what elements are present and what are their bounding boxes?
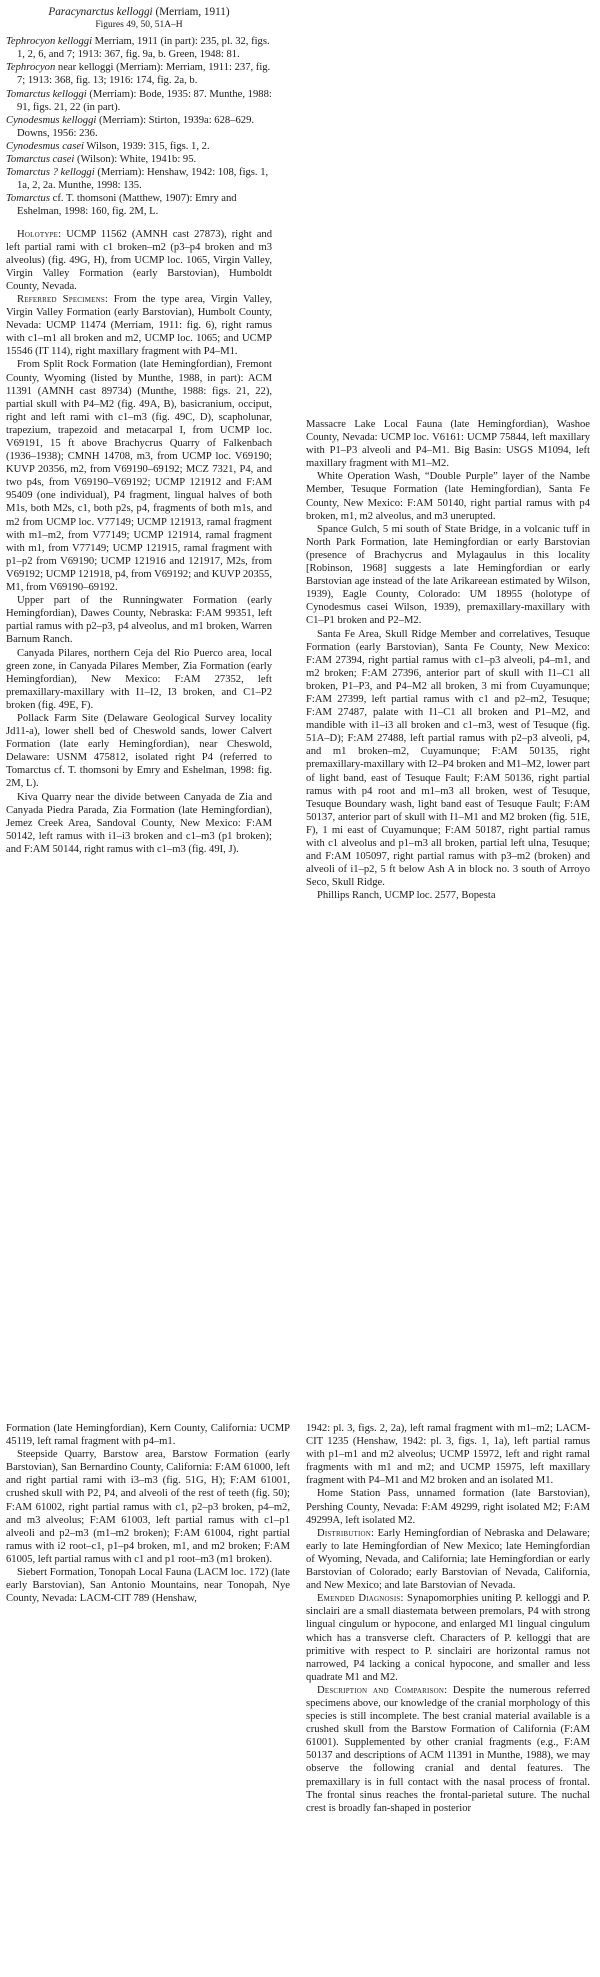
citation: Merriam, 1911 (in part): 235, pl. 32, figs. 1, 2, 6, and 7; 1913: 367, fig. 9a, b. Green, 1948: 81. [17, 36, 270, 61]
citation: Wilson, 1939: 315, figs. 1, 2. [83, 140, 210, 152]
citation: (Wilson): White, 1941b: 95. [74, 154, 197, 166]
locality-paragraph-6: Formation (late Hemingfordian), Kern County, California: UCMP 45119, left ramal fragment with p4–m1. [6, 1423, 290, 1448]
description-paragraph [306, 1684, 590, 1815]
taxon-name: Cynodesmus kelloggi [6, 114, 97, 126]
citation: cf. T. thomsoni (Matthew, 1907): Emry and Eshelman, 1998: 160, fig. 2M, L. [17, 193, 237, 218]
species-heading [6, 6, 272, 32]
locality-paragraph-1: Massacre Lake Local Fauna (late Hemingfordian), Washoe County, Nevada: UCMP loc. V6161: UCMP 75844, left maxillary with P1–P3 alveoli and P4–M1. Big Basin: USGS M1094, left maxillary fragment with M1–M2. [306, 419, 590, 470]
taxon-name: Tomarctus kelloggi [6, 88, 87, 100]
taxon-name: Tephrocyon kelloggi [6, 36, 93, 48]
referred-paragraph-5: Pollack Farm Site (Delaware Geological Survey locality Jd11-a), lower shell bed of Cheswold sands, lower Calvert Formation (late early Hemingfordian), near Cheswold, Delaware: USNM 475812, isolated right P4 (referred to Tomarctus cf. T. thomsoni by Emry and Eshelman, 1998: fig. 2M, L). [6, 712, 272, 790]
locality-paragraph-3: Spance Gulch, 5 mi south of State Bridge, in a volcanic tuff in North Park Formation, late Hemingfordian or early Barstovian (presence of Brachycrus and Mylagaulus in this locality [Robinson, 1968] suggests a late Hemingfordian or early Barstovian age instead of the late Arikareean estimated by Wilson, 1939), Eagle County, Colorado: UM 18955 (holotype of Cynodesmus casei Wilson, 1939), premaxillary-maxillary with C1–P1 broken and P2–M2. [306, 523, 590, 627]
taxon-name: Tomarctus casei [6, 154, 75, 166]
diagnosis-paragraph [306, 1592, 590, 1684]
locality-paragraph-2: White Operation Wash, “Double Purple” layer of the Nambe Member, Tesuque Formation (late Hemingfordian), Santa Fe County, New Mexico: F:AM 50140, right partial ramus with p4 broken, m1, m2 alveolus, and m3 unerupted. [306, 471, 590, 522]
synonymy-entry [6, 114, 272, 140]
citation: (Merriam): Bode, 1935: 87. Munthe, 1988: 91, figs. 21, 22 (in part). [17, 88, 272, 113]
referred-paragraph-3: Upper part of the Runningwater Formation (early Hemingfordian), Dawes County, Nebraska: F:AM 99351, left partial ramus with p2–p3, p4 alveolus, and m1 broken, Warren Barnum Ranch. [6, 595, 272, 646]
referred-label: Referred Specimens: [17, 293, 109, 305]
holotype-paragraph [6, 228, 272, 293]
locality-paragraph-7: Steepside Quarry, Barstow area, Barstow Formation (early Barstovian), San Bernardino County, California: F:AM 61000, left and right partial rami with i3–m3 (fig. 51G, H); F:AM 61001, crushed skull with P2, P4, and alveoli of the rest of teeth (fig. 50); F:AM 61002, right partial ramus with c1, p2–p3 broken, p4–m2, and m3 alveolus; F:AM 61003, left partial ramus with c1–p1 alveoli and p2–m3 (m1–m2 broken); F:AM 61004, right partial ramus with i2 root–c1, p1–p4 broken, m1, and m2 broken; F:AM 61005, left partial ramus with c1 and p1 root–m3 (m1 broken). [6, 1449, 290, 1565]
holotype-text: UCMP 11562 (AMNH cast 27873), right and left partial rami with c1 broken–m2 (p3–p4 broken and m3 alveolus) (fig. 49G, H), from UCMP loc. 1065, Virgin Valley, Virgin Valley Formation (early Barstovian), Humboldt County, Nevada. [6, 228, 272, 292]
referred-paragraph-6: Kiva Quarry near the divide between Canyada de Zia and Canyada Piedra Parada, Zia Formation (late Hemingfordian), Jemez Creek Area, Sandoval County, New Mexico: F:AM 50142, left ramus with i1–i3 broken and c1–m3 (p1 broken); and F:AM 50144, right ramus with c1–m3 (fig. 49I, J). [6, 791, 272, 855]
synonymy-list [6, 35, 272, 218]
distribution-label: Distribution: [317, 1527, 375, 1539]
synonymy-entry [6, 61, 272, 87]
holotype-label: Holotype: [17, 228, 62, 240]
synonymy-entry [6, 35, 272, 61]
synonymy-entry [6, 166, 272, 192]
referred-text: From the type area, Virgin Valley, Virgin Valley Formation (early Barstovian), Humbolt County, Nevada: UCMP 11474 (Merriam, 1911: fig. 6), right ramus with c1–m1 all broken and m2, UCMP loc. 1065; and UCMP 15546 (IT 114), right maxillary fragment with P4–M1. [6, 293, 272, 358]
species-title [6, 6, 272, 19]
species-name: Paracynarctus kelloggi [48, 6, 153, 18]
description-label: Description and Comparison: [317, 1684, 448, 1696]
locality-paragraph-4: Santa Fe Area, Skull Ridge Member and correlatives, Tesuque Formation (early Barstovian), Santa Fe County, New Mexico: F:AM 27394, right partial ramus with c1–p3 alveoli, p4–m1, and m2 broken; F:AM 27396, anterior part of skull with I1–C1 all broken, P1–P3, and P4–M2 all broken, 3 mi from Cuyamunque; F:AM 27399, left partial ramus with c1 and p2–m2, Tesuque; F:AM 27487, palate with I1–C1 all broken and P1–M2, and mandible with i1–i3 all broken and c1–m3, west of Tesuque (fig. 51A–D); F:AM 27488, left partial ramus with p2–p3 alveoli, p4, and m1 broken–m2, Cuyamunque; F:AM 50135, right premaxillary-maxillary with I2–P4 broken and M1–M2, lower part of light band, east of Tesuque Fault; F:AM 50136, right partial ramus with p4 root and m1–m3 all broken, west of Tesuque, Tesuque Boundary wash, light band east of Tesuque Fault; F:AM 50137, anterior part of skull with I1–M1 and M2 broken (fig. 51E, F), 1 mi east of Cuyamunque; F:AM 50187, right partial ramus with c1 alveolus and p1–m3 all broken, partial left ulna, Tesuque; and F:AM 105097, right partial ramus with p3–m2 (broken) and alveoli of i1–p2, 5 ft below Ash A in block no. 3 south of Arroyo Seco, Skull Ridge. [306, 628, 590, 889]
diagnosis-text: Synapomorphies uniting P. kelloggi and P. sinclairi are a small diastemata between premolars, P4 with strong lingual cingulum or hypocone, and enlarged M1 lingual cingulum which has a transverse cleft. Characters of P. kelloggi that are primitive with respect to P. sinclairi are horizontal ramus not narrowed, P4 lacking a conical hypocone, and smaller and less quadrate M1 and M2. [306, 1593, 590, 1683]
citation: near kelloggi (Merriam): Merriam, 1911: 237, fig. 7; 1913: 368, fig. 13; 1916: 174, fig. 2a, b. [17, 62, 271, 87]
citation: (Merriam): Henshaw, 1942: 108, figs. 1, 1a, 2, 2a. Munthe, 1998: 135. [17, 167, 269, 192]
distribution-paragraph [306, 1527, 590, 1592]
right-column-bottom [306, 1422, 590, 1815]
synonymy-entry [6, 140, 272, 153]
description-text: Despite the numerous referred specimens above, our knowledge of the cranial morphology of this species is still incomplete. The best cranial material available is a crushed skull from the Barstow Formation of California (F:AM 61001). Supplemented by other cranial fragments (e.g., F:AM 50137 and descriptions of ACM 11391 in Munthe, 1988), we may observe the following cranial and dental features. The premaxillary is in full contact with the nasal process of frontal. The frontal sinus reaches the frontal-parietal suture. The nuchal crest is broadly fan-shaped in posterior [306, 1684, 590, 1814]
locality-paragraph-9: 1942: pl. 3, figs. 2, 2a), left ramal fragment with m1–m2; LACM-CIT 1235 (Henshaw, 1942: pl. 3, figs. 1, 1a), left partial ramus with p1–m1 and m2 alveolus; UCMP 15972, left and right ramal fragments with m1 and m2; and UCMP 15975, left maxillary fragment with P4–M1 and M2 broken and an isolated M1. [306, 1423, 590, 1487]
taxon-name: Tomarctus [6, 193, 50, 205]
locality-paragraph-8: Siebert Formation, Tonopah Local Fauna (LACM loc. 172) (late early Barstovian), San Antonio Mountains, near Tonopah, Nye County, Nevada: LACM-CIT 789 (Henshaw, [6, 1567, 290, 1605]
species-author: (Merriam, 1911) [152, 6, 230, 18]
synonymy-entry [6, 88, 272, 114]
referred-paragraph-2: From Split Rock Formation (late Hemingfordian), Fremont County, Wyoming (listed by Munthe, 1988, in part): ACM 11391 (AMNH cast 89734) (Munthe, 1988: figs. 21, 22), partial skull with P4–M2 (fig. 49A, B), basicranium, occiput, right and left rami with c1–m3 (fig. 49C, D), scapholunar, trapezium, trapezoid and metacarpal I, from UCMP loc. V69191, 15 ft above Brachycrus Quarry of Falkenbach (1936–1938); CMNH 14708, m3, from UCMP loc. V69190; KUVP 20356, m2, from V69190–69192; MCZ 7321, P4, and two p4s, from V69190–V69192; UCMP 121912 and F:AM 95409 (one individual), P4 fragment, lingual halves of both M1s, both M2s, c1, both p2s, p4, fragments of both m1s, and m2 from UCMP loc. V77149; UCMP 121913, ramal fragment with m1–m2, from V77149; UCMP 121914, ramal fragment with m1, from V77149; UCMP 121915, ramal fragment with p1–p2 from V69190; UCMP 121916 and 121917, M2s, from V69192; UCMP 121918, p4, from V69192; and KUVP 20355, M1, from V69190–69192. [6, 359, 272, 594]
diagnosis-label: Emended Diagnosis: [317, 1593, 404, 1605]
left-column-top [6, 6, 272, 856]
distribution-text: Early Hemingfordian of Nebraska and Delaware; early to late Hemingfordian of New Mexico; late Hemingfordian of Wyoming, Nevada, and California; late Hemingfordian or early Barstovian of Colorado; early Barstovian of Nevada, California, and New Mexico; and late Barstovian of Nevada. [306, 1527, 590, 1592]
taxon-name: Tephrocyon [6, 62, 56, 74]
locality-paragraph-10: Home Station Pass, unnamed formation (late Barstovian), Pershing County, Nevada: F:AM 49299, right isolated M2; F:AM 49299A, left isolated M2. [306, 1488, 590, 1526]
figures-reference: Figures 49, 50, 51A–H [95, 20, 183, 31]
synonymy-entry [6, 192, 272, 218]
synonymy-entry [6, 153, 272, 166]
locality-paragraph-5: Phillips Ranch, UCMP loc. 2577, Bopesta [317, 890, 496, 902]
citation: (Merriam): Stirton, 1939a: 628–629. Downs, 1956: 236. [17, 114, 255, 139]
referred-paragraph-4: Canyada Pilares, northern Ceja del Rio Puerco area, local green zone, in Canyada Pilares Member, Zia Formation (early Hemingfordian), New Mexico: F:AM 27352, left premaxillary-maxillary with I1–I2, I3 broken, and C1–P2 broken (fig. 49E, F). [6, 647, 272, 711]
taxon-name: Tomarctus ? kelloggi [6, 167, 95, 179]
taxon-name: Cynodesmus casei [6, 140, 84, 152]
referred-paragraph-1 [6, 293, 272, 358]
right-column-top [306, 418, 590, 902]
left-column-bottom [6, 1422, 290, 1605]
